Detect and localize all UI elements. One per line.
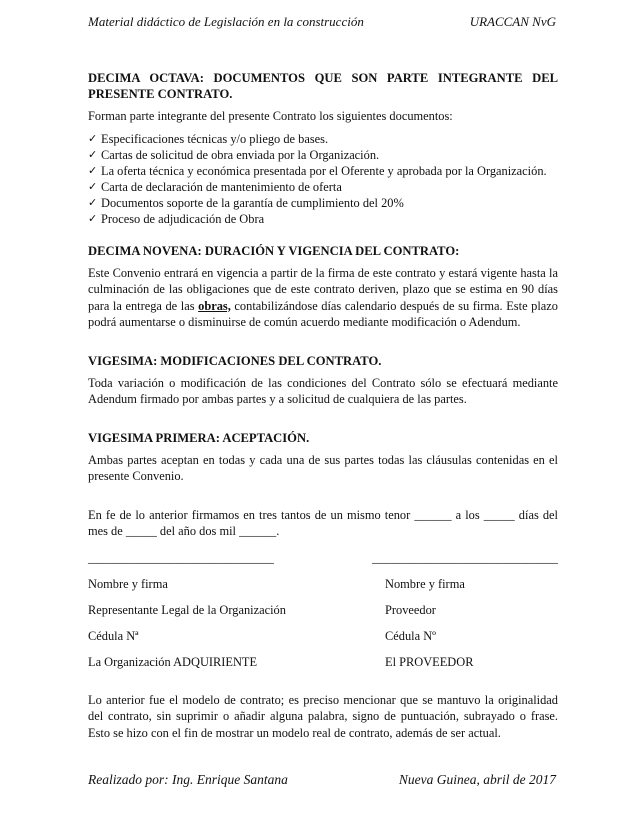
checkmark-icon: ✓ (88, 164, 98, 177)
checkmark-icon: ✓ (88, 196, 98, 209)
signature-row: Cédula Nª Cédula Nº (88, 628, 436, 643)
clause-20-text: Toda variación o modificación de las condiciones del Contrato sólo se efectuará mediante Adendum firmado por ambas partes y a solicitud de cualquiera de las partes. (88, 375, 558, 406)
clause-19-title: DECIMA NOVENA: DURACIÓN Y VIGENCIA DEL CONTRATO: (88, 243, 460, 258)
page-footer (88, 772, 556, 788)
clause-18-title: DECIMA OCTAVA: DOCUMENTOS QUE SON PARTE INTEGRANTE DEL PRESENTE CONTRATO. (88, 71, 558, 101)
header-title: Material didáctico de Legislación en la construcción (88, 14, 364, 29)
signature-line-left: ______________________________ (88, 550, 274, 565)
list-item: ✓ Carta de declaración de mantenimiento de oferta (88, 179, 342, 194)
signature-row: Nombre y firma Nombre y firma (88, 576, 465, 591)
clause-21-title: VIGESIMA PRIMERA: ACEPTACIÓN. (88, 430, 310, 445)
signature-lines (88, 550, 558, 566)
closing-statement: En fe de lo anterior firmamos en tres tantos de un mismo tenor ______ a los _____ días del mes de _____ del año dos mil ______. (88, 507, 558, 538)
clause-18-intro: Forman parte integrante del presente Contrato los siguientes documentos: (88, 109, 453, 123)
checkmark-icon: ✓ (88, 148, 98, 161)
footer-author: Realizado por: Ing. Enrique Santana (88, 772, 288, 787)
list-item: ✓ Especificaciones técnicas y/o pliego de bases. (88, 131, 329, 146)
obras-emphasis: obras, (198, 298, 231, 313)
list-item: ✓ Proceso de adjudicación de Obra (88, 211, 265, 226)
signature-line-right: ______________________________ (372, 550, 558, 565)
signature-row: La Organización ADQUIRIENTE El PROVEEDOR (88, 654, 474, 669)
header-institution: URACCAN NvG (469, 14, 556, 29)
page-header (88, 14, 556, 30)
list-item: ✓ La oferta técnica y económica presentada por el Oferente y aprobada por la Organización. (88, 163, 547, 178)
list-item: ✓ Documentos soporte de la garantía de cumplimiento del 20% (88, 195, 404, 210)
clause-20-title: VIGESIMA: MODIFICACIONES DEL CONTRATO. (88, 353, 382, 368)
list-item: ✓ Cartas de solicitud de obra enviada por la Organización. (88, 147, 380, 162)
closing-note: Lo anterior fue el modelo de contrato; es preciso mencionar que se mantuvo la originalidad del contrato, sin suprimir o añadir alguna palabra, signo de puntuación, subrayado o frase. Esto se hizo con el fin de mostrar un modelo real de contrato, además de ser actual. (88, 692, 558, 740)
signature-row: Representante Legal de la Organización Proveedor (88, 602, 436, 617)
checkmark-icon: ✓ (88, 132, 98, 145)
footer-place-date: Nueva Guinea, abril de 2017 (398, 772, 556, 787)
documents-list (88, 131, 558, 227)
checkmark-icon: ✓ (88, 180, 98, 193)
clause-19-text: Este Convenio entrará en vigencia a partir de la firma de este contrato y estará vigente hasta la culminación de las obligaciones que de este contrato deriven, plazo que se estima en 90 días para la entrega de las obras, contabilizándose días calendario después de su firma. Este plazo podrá aumentarse o disminuirse de común acuerdo mediante modificación o Adendum. (88, 265, 558, 329)
document-body (88, 70, 558, 741)
checkmark-icon: ✓ (88, 212, 98, 225)
clause-21-text: Ambas partes aceptan en todas y cada una de sus partes todas las cláusulas contenidas en el presente Convenio. (88, 452, 558, 483)
